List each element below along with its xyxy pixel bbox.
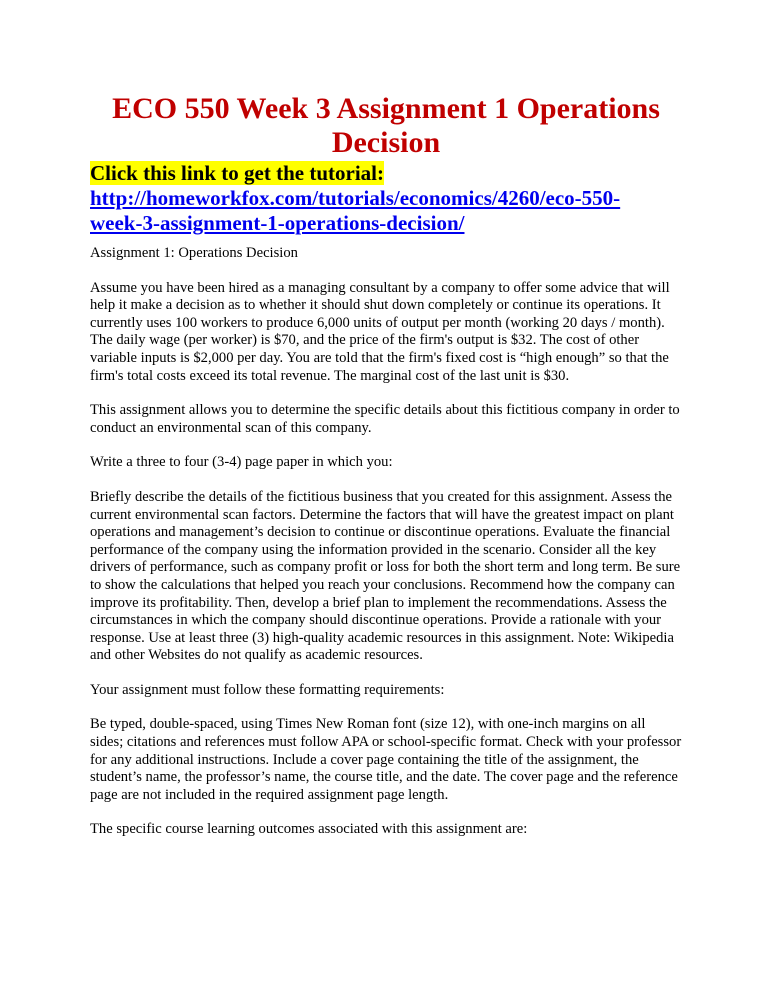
scenario-paragraph: Assume you have been hired as a managing consultant by a company to offer some advice that will help it make a decision as to whether it should shut down completely or continue its operations. It currently uses 100 workers to produce 6,000 units of output per month (working 20 days / month). The daily wage (per worker) is $70, and the price of the firm's output is $32. The cost of other variable inputs is $2,000 per day. You are told that the firm's fixed cost is “high enough” so that the firm's total costs exceed its total revenue. The marginal cost of the last unit is $30. bbox=[90, 279, 670, 384]
purpose-paragraph: This assignment allows you to determine the specific details about this fictitious company in order to conduct an environmental scan of this company. bbox=[90, 402, 680, 436]
requirements-paragraph: Briefly describe the details of the fictitious business that you created for this assignment. Assess the current environmental scan factors. Determine the factors that will have the greatest impact on plant operations and management’s decision to continue or discontinue operations. Evaluate the financial performance of the company using the information provided in the scenario. Consider all the key drivers of performance, such as company profit or loss for both the short term and long term. Be sure to show the calculations that helped you reach your conclusions. Recommend how the company can improve its profitability. Then, develop a brief plan to implement the recommendations. Assess the circumstances in which the company should discontinue operations. Provide a rationale with your response. Use at least three (3) high-quality academic resources in this assignment. Note: Wikipedia and other Websites do not qualify as academic resources. bbox=[90, 488, 681, 664]
formatting-paragraph: Be typed, double-spaced, using Times New Roman font (size 12), with one-inch margins on all sides; citations and references must follow APA or school-specific format. Check with your professor for any additional instructions. Include a cover page containing the title of the assignment, the student’s name, the professor’s name, the course title, and the date. The cover page and the reference page are not included in the required assignment page length. bbox=[90, 716, 682, 803]
tutorial-link-line-2[interactable]: week-3-assignment-1-operations-decision/ bbox=[90, 211, 465, 235]
outcomes-intro: The specific course learning outcomes associated with this assignment are: bbox=[90, 821, 528, 838]
tutorial-label: Click this link to get the tutorial: bbox=[90, 161, 384, 185]
instructions-intro: Write a three to four (3-4) page paper in which you: bbox=[90, 454, 393, 471]
page-title: ECO 550 Week 3 Assignment 1 Operations Decision bbox=[112, 92, 660, 159]
tutorial-callout bbox=[90, 161, 682, 236]
formatting-intro: Your assignment must follow these formatting requirements: bbox=[90, 681, 445, 698]
tutorial-link-line-1[interactable]: http://homeworkfox.com/tutorials/economics/4260/eco-550- bbox=[90, 186, 621, 210]
assignment-subtitle: Assignment 1: Operations Decision bbox=[90, 245, 298, 261]
